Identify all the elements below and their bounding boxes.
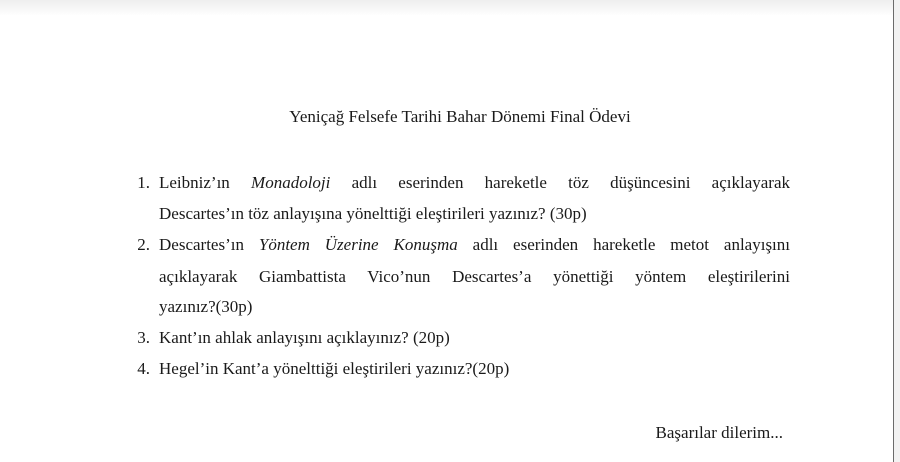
question-3-number: 3. — [137, 328, 150, 347]
question-3-line-1: Kant’ın ahlak anlayışını açıklayınız? (20p) — [159, 328, 450, 347]
question-1-text-pre: Leibniz’ın — [159, 173, 252, 192]
document-title: Yeniçağ Felsefe Tarihi Bahar Dönemi Final Ödevi — [289, 107, 631, 126]
question-4-line-1: Hegel’in Kant’a yönelttiği eleştirileri yazınız?(20p) — [159, 359, 510, 378]
question-2-number: 2. — [137, 235, 150, 254]
question-4-number: 4. — [137, 359, 150, 378]
closing-remark: Başarılar dilerim... — [655, 423, 783, 442]
question-1-text-post: adlı eserinden hareketle töz düşüncesini açıklayarak — [330, 173, 790, 192]
page-top-shadow — [0, 0, 900, 16]
question-2-line-1 — [159, 235, 790, 255]
question-2-book-title: Yöntem Üzerine Konuşma — [258, 235, 458, 254]
question-1-line-2: Descartes’ın töz anlayışına yönelttiği eleştirileri yazınız? (30p) — [159, 204, 587, 223]
question-1-line-1 — [159, 173, 790, 193]
question-2-text-pre: Descartes’ın — [159, 235, 259, 254]
question-2-line-2: açıklayarak Giambattista Vico’nun Descartes’a yönettiği yöntem eleştirilerini — [159, 267, 790, 286]
question-2-text-post: adlı eserinden hareketle metot anlayışını — [457, 235, 791, 254]
viewer-gutter — [894, 0, 900, 462]
question-1-number: 1. — [137, 173, 150, 192]
question-1-book-title: Monadoloji — [251, 173, 331, 192]
question-2-line-3: yazınız?(30p) — [159, 297, 253, 316]
